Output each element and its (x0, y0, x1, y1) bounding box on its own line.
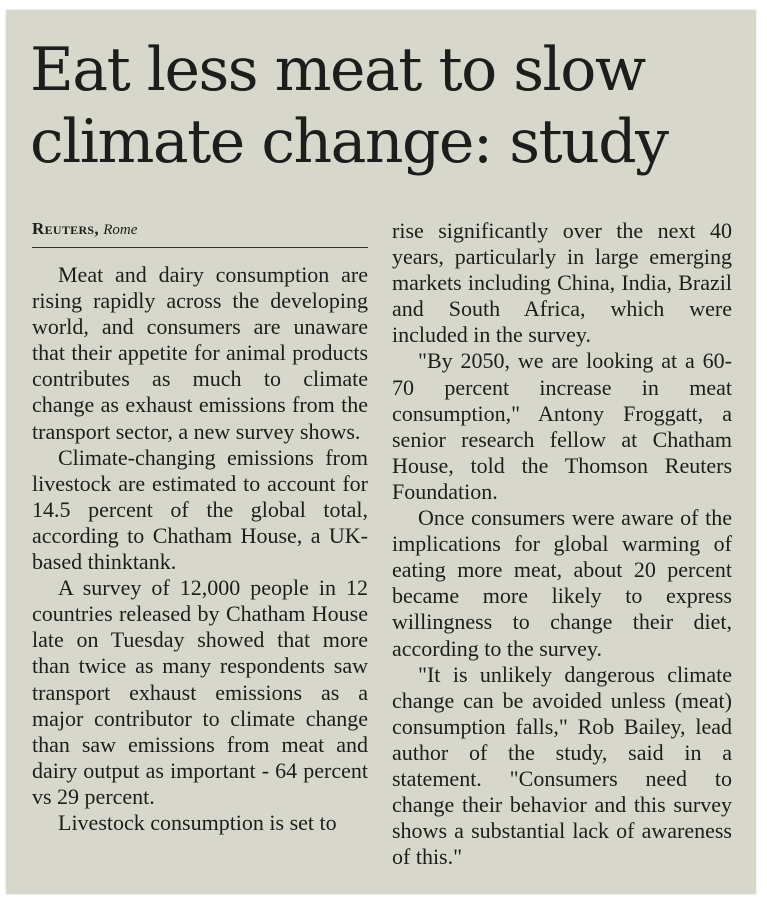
article-column-left (32, 218, 368, 836)
headline: Eat less meat to slow climate change: study (30, 35, 668, 177)
article-column-right (392, 218, 732, 870)
byline-agency: Reuters, (32, 219, 99, 238)
paragraph: A survey of 12,000 people in 12 countries released by Chatham House late on Tuesday showed that more than twice as many respondents saw transport exhaust emissions as a major contributor to climate change than saw emissions from meat and dairy output as important - 64 percent vs 29 percent. (32, 575, 368, 809)
paragraph: Climate-changing emissions from livestock are estimated to account for 14.5 percent of the global total, according to Chatham House, a UK-based thinktank. (32, 444, 368, 575)
byline (32, 218, 368, 248)
paragraph: Livestock consumption is set to (58, 809, 337, 835)
paragraph: Once consumers were aware of the implications for global warming of eating more meat, about 20 percent became more likely to express willingness to change their diet, according to the survey. (392, 505, 732, 661)
paragraph: "It is unlikely dangerous climate change can be avoided unless (meat) consumption falls," Rob Bailey, lead author of the study, said in a statement. "Consumers need to change their behavior and this survey shows a substantial lack of awareness of this." (392, 661, 732, 870)
byline-place: Rome (103, 222, 138, 238)
newspaper-clipping (6, 10, 756, 894)
paragraph: "By 2050, we are looking at a 60-70 percent increase in meat consumption," Antony Froggatt, a senior research fellow at Chatham House, told the Thomson Reuters Foundation. (392, 348, 732, 504)
paragraph: rise significantly over the next 40 years, particularly in large emerging markets including China, India, Brazil and South Africa, which were included in the survey. (392, 218, 732, 348)
paragraph: Meat and dairy consumption are rising rapidly across the developing world, and consumers are unaware that their appetite for animal products contributes as much to climate change as exhaust emissions from the transport sector, a new survey shows. (32, 262, 368, 444)
